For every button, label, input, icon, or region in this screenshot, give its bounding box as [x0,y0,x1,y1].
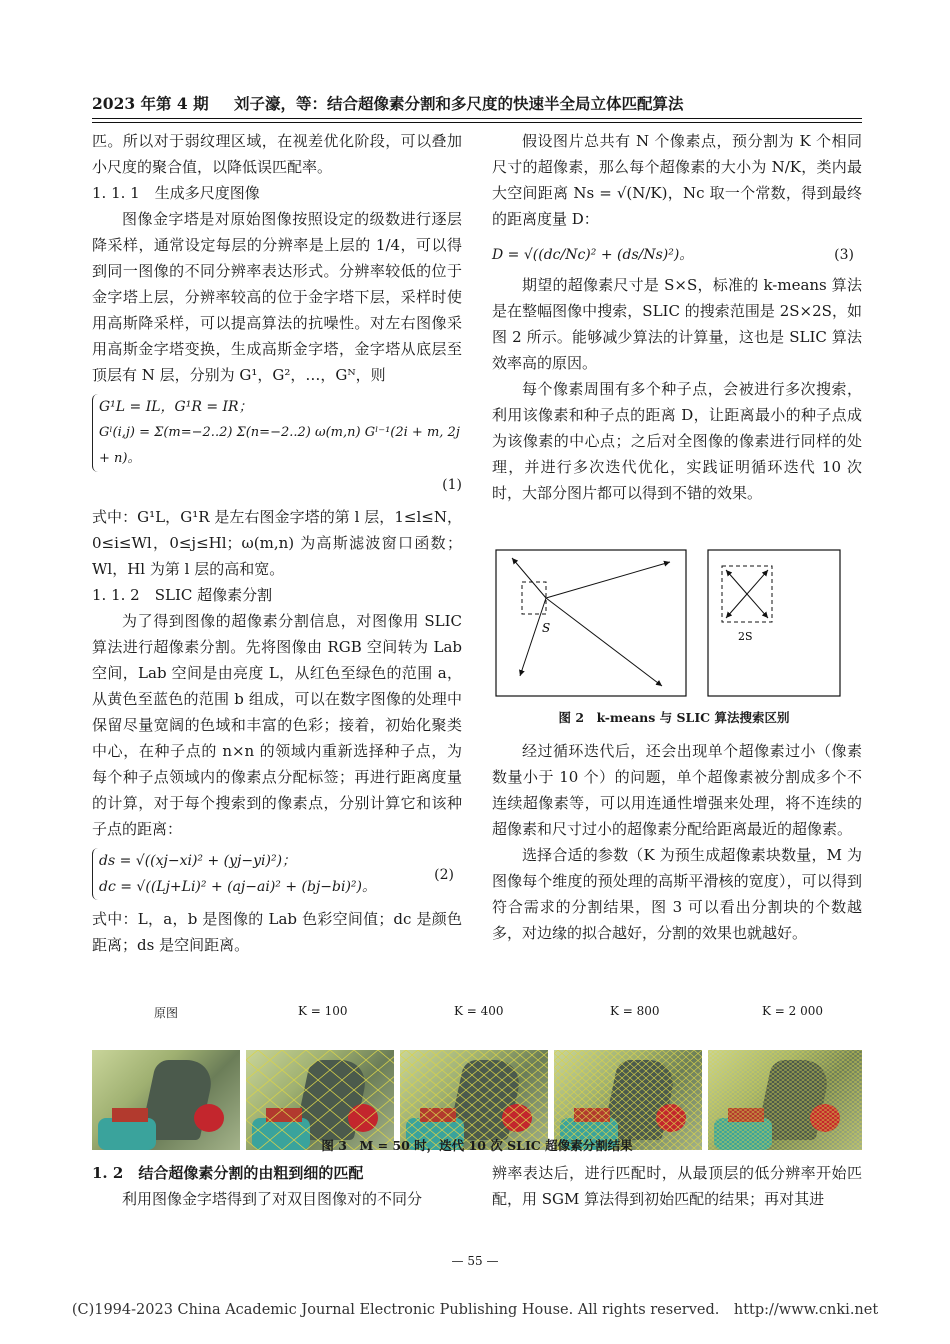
label-k100: K = 100 [298,1004,348,1018]
right-column-continued [492,738,862,946]
header-rule-thin [92,122,862,123]
paragraph: 期望的超像素尺寸是 S×S，标准的 k-means 算法是在整幅图像中搜索，SLIC 的搜索范围是 2S×2S，如图 2 所示。能够减少算法的计算量，这也是 SLIC 算法效率高的原因。 [492,276,862,372]
bottom-right [492,1160,862,1212]
bottom-left [92,1160,462,1212]
section-heading-1-2: 1. 2 结合超像素分割的由粗到细的匹配 [92,1164,364,1182]
image-original [92,1050,240,1150]
label-k800: K = 800 [610,1004,660,1018]
equation-3 [492,242,862,268]
figure-3-images [92,1026,862,1142]
equation-2-line-2: dc = √((Lj+Li)² + (aj−ai)² + (bj−bi)²)。 [99,879,377,895]
paragraph: 选择合适的参数（K 为预生成超像素块数量，M 为图像每个维度的预处理的高斯平滑核的宽度），可以得到符合需求的分割结果，图 3 可以看出分割块的个数越多，对边缘的拟合越好，分割的效果也就越好。 [492,846,862,942]
header-rule [92,118,862,119]
label-k400: K = 400 [454,1004,504,1018]
paragraph: 匹。所以对于弱纹理区域，在视差优化阶段，可以叠加小尺度的聚合值，以降低误匹配率。 [92,132,462,176]
right-column [492,128,862,506]
left-column [92,128,462,958]
label-2s: 2S [738,630,753,643]
paragraph: 辨率表达后，进行匹配时，从最顶层的低分辨率开始匹配，用 SGM 算法得到初始匹配的结果；再对其进 [492,1164,862,1208]
journal-issue: 2023 年第 4 期 [92,94,209,113]
copyright-footer: (C)1994-2023 China Academic Journal Electronic Publishing House. All rights reserved. http://www.cnki.net [71,1302,879,1318]
figure-2-diagram [492,546,856,702]
paragraph: 式中：G¹L，G¹R 是左右图金字塔的第 l 层，1≤l≤N，0≤i≤Wl，0≤j≤Hl；ω(m,n) 为高斯滤波窗口函数；Wl，Hl 为第 l 层的高和宽。 [92,508,462,578]
equation-1-line-1: G¹L = IL，G¹R = IR； [99,399,253,415]
equation-2-line-1: ds = √((xj−xi)² + (yj−yi)²)； [99,853,297,869]
image-k800 [554,1050,702,1150]
paragraph: 每个像素周围有多个种子点，会被进行多次搜索，利用该像素和种子点的距离 D，让距离最小的种子点成为该像素的中心点；之后对全图像的像素进行同样的处理，并进行多次迭代优化，实践证明循环迭代 10 次时，大部分图片都可以得到不错的效果。 [492,380,862,502]
image-k400 [400,1050,548,1150]
figure-2 [492,546,856,725]
section-heading-1-1-1: 1. 1. 1 生成多尺度图像 [92,184,260,202]
paragraph: 式中：L，a，b 是图像的 Lab 色彩空间值；dc 是颜色距离；ds 是空间距离。 [92,910,462,954]
label-k2000: K = 2 000 [762,1004,824,1018]
equation-2-number: (2) [434,867,454,883]
equation-3-body: D = √((dc/Nc)² + (ds/Ns)²)。 [492,247,694,263]
paragraph: 经过循环迭代后，还会出现单个超像素过小（像素数量小于 10 个）的问题，单个超像素被分割成多个不连续超像素等，可以用连通性增强来处理，将不连续的超像素和尺寸过小的超像素分配给距离最近的超像素。 [492,742,862,838]
equation-3-number: (3) [834,247,854,263]
image-k2000 [708,1050,862,1150]
section-heading-1-1-2: 1. 1. 2 SLIC 超像素分割 [92,586,273,604]
article-title: 刘子濠，等：结合超像素分割和多尺度的快速半全局立体匹配算法 [234,94,684,113]
kmeans-frame [496,550,686,696]
figure-3-caption: 图 3 M = 50 时，迭代 10 次 SLIC 超像素分割结果 [321,1138,633,1153]
equation-1 [92,394,462,498]
image-k100 [246,1050,394,1150]
figure-2-caption: 图 2 k-means 与 SLIC 算法搜索区别 [558,710,790,725]
equation-1-number: (1) [442,477,462,493]
paragraph: 为了得到图像的超像素分割信息，对图像用 SLIC 算法进行超像素分割。先将图像由 RGB 空间转为 Lab 空间，Lab 空间是由亮度 L，从红色至绿色的范围 a，从黄色至蓝色的范围 b 组成，可以在数字图像的处理中保留尽量宽阔的色域和丰富的色彩；接着，初始化聚类中心，在种子点的 n×n 的领域内重新选择种子点，为每个种子点领域内的像素点分配标签；再进行距离度量的计算，对于每个搜索到的像素点，分别计算它和该种子点的距离： [92,612,462,838]
equation-1-line-2: Gˡ(i,j) = Σ(m=−2..2) Σ(n=−2..2) ω(m,n) Gˡ⁻¹(2i + m, 2j + n)。 [99,425,460,466]
label-original: 原图 [154,1006,179,1020]
figure-3 [92,1004,862,1153]
paragraph: 图像金字塔是对原始图像按照设定的级数进行逐层降采样，通常设定每层的分辨率是上层的 1/4，可以得到同一图像的不同分辨率表达形式。分辨率较低的位于金字塔上层，分辨率较高的位于金字塔下层，采样时使用高斯降采样，可以提高算法的抗噪性。对左右图像采用高斯金字塔变换，生成高斯金字塔，金字塔从底层至顶层有 N 层，分别为 G¹，G²，…，Gᴺ，则 [92,210,462,384]
figure-3-labels [92,1004,862,1026]
paragraph: 利用图像金字塔得到了对双目图像对的不同分 [122,1190,423,1208]
page-number: — 55 — [451,1254,499,1268]
label-s: S [542,621,551,635]
paragraph: 假设图片总共有 N 个像素点，预分割为 K 个相同尺寸的超像素，那么每个超像素的大小为 N/K，类内最大空间距离 Ns = √(N/K)，Nc 取一个常数，得到最终的距离度量 D： [492,132,862,228]
equation-2 [92,848,462,900]
